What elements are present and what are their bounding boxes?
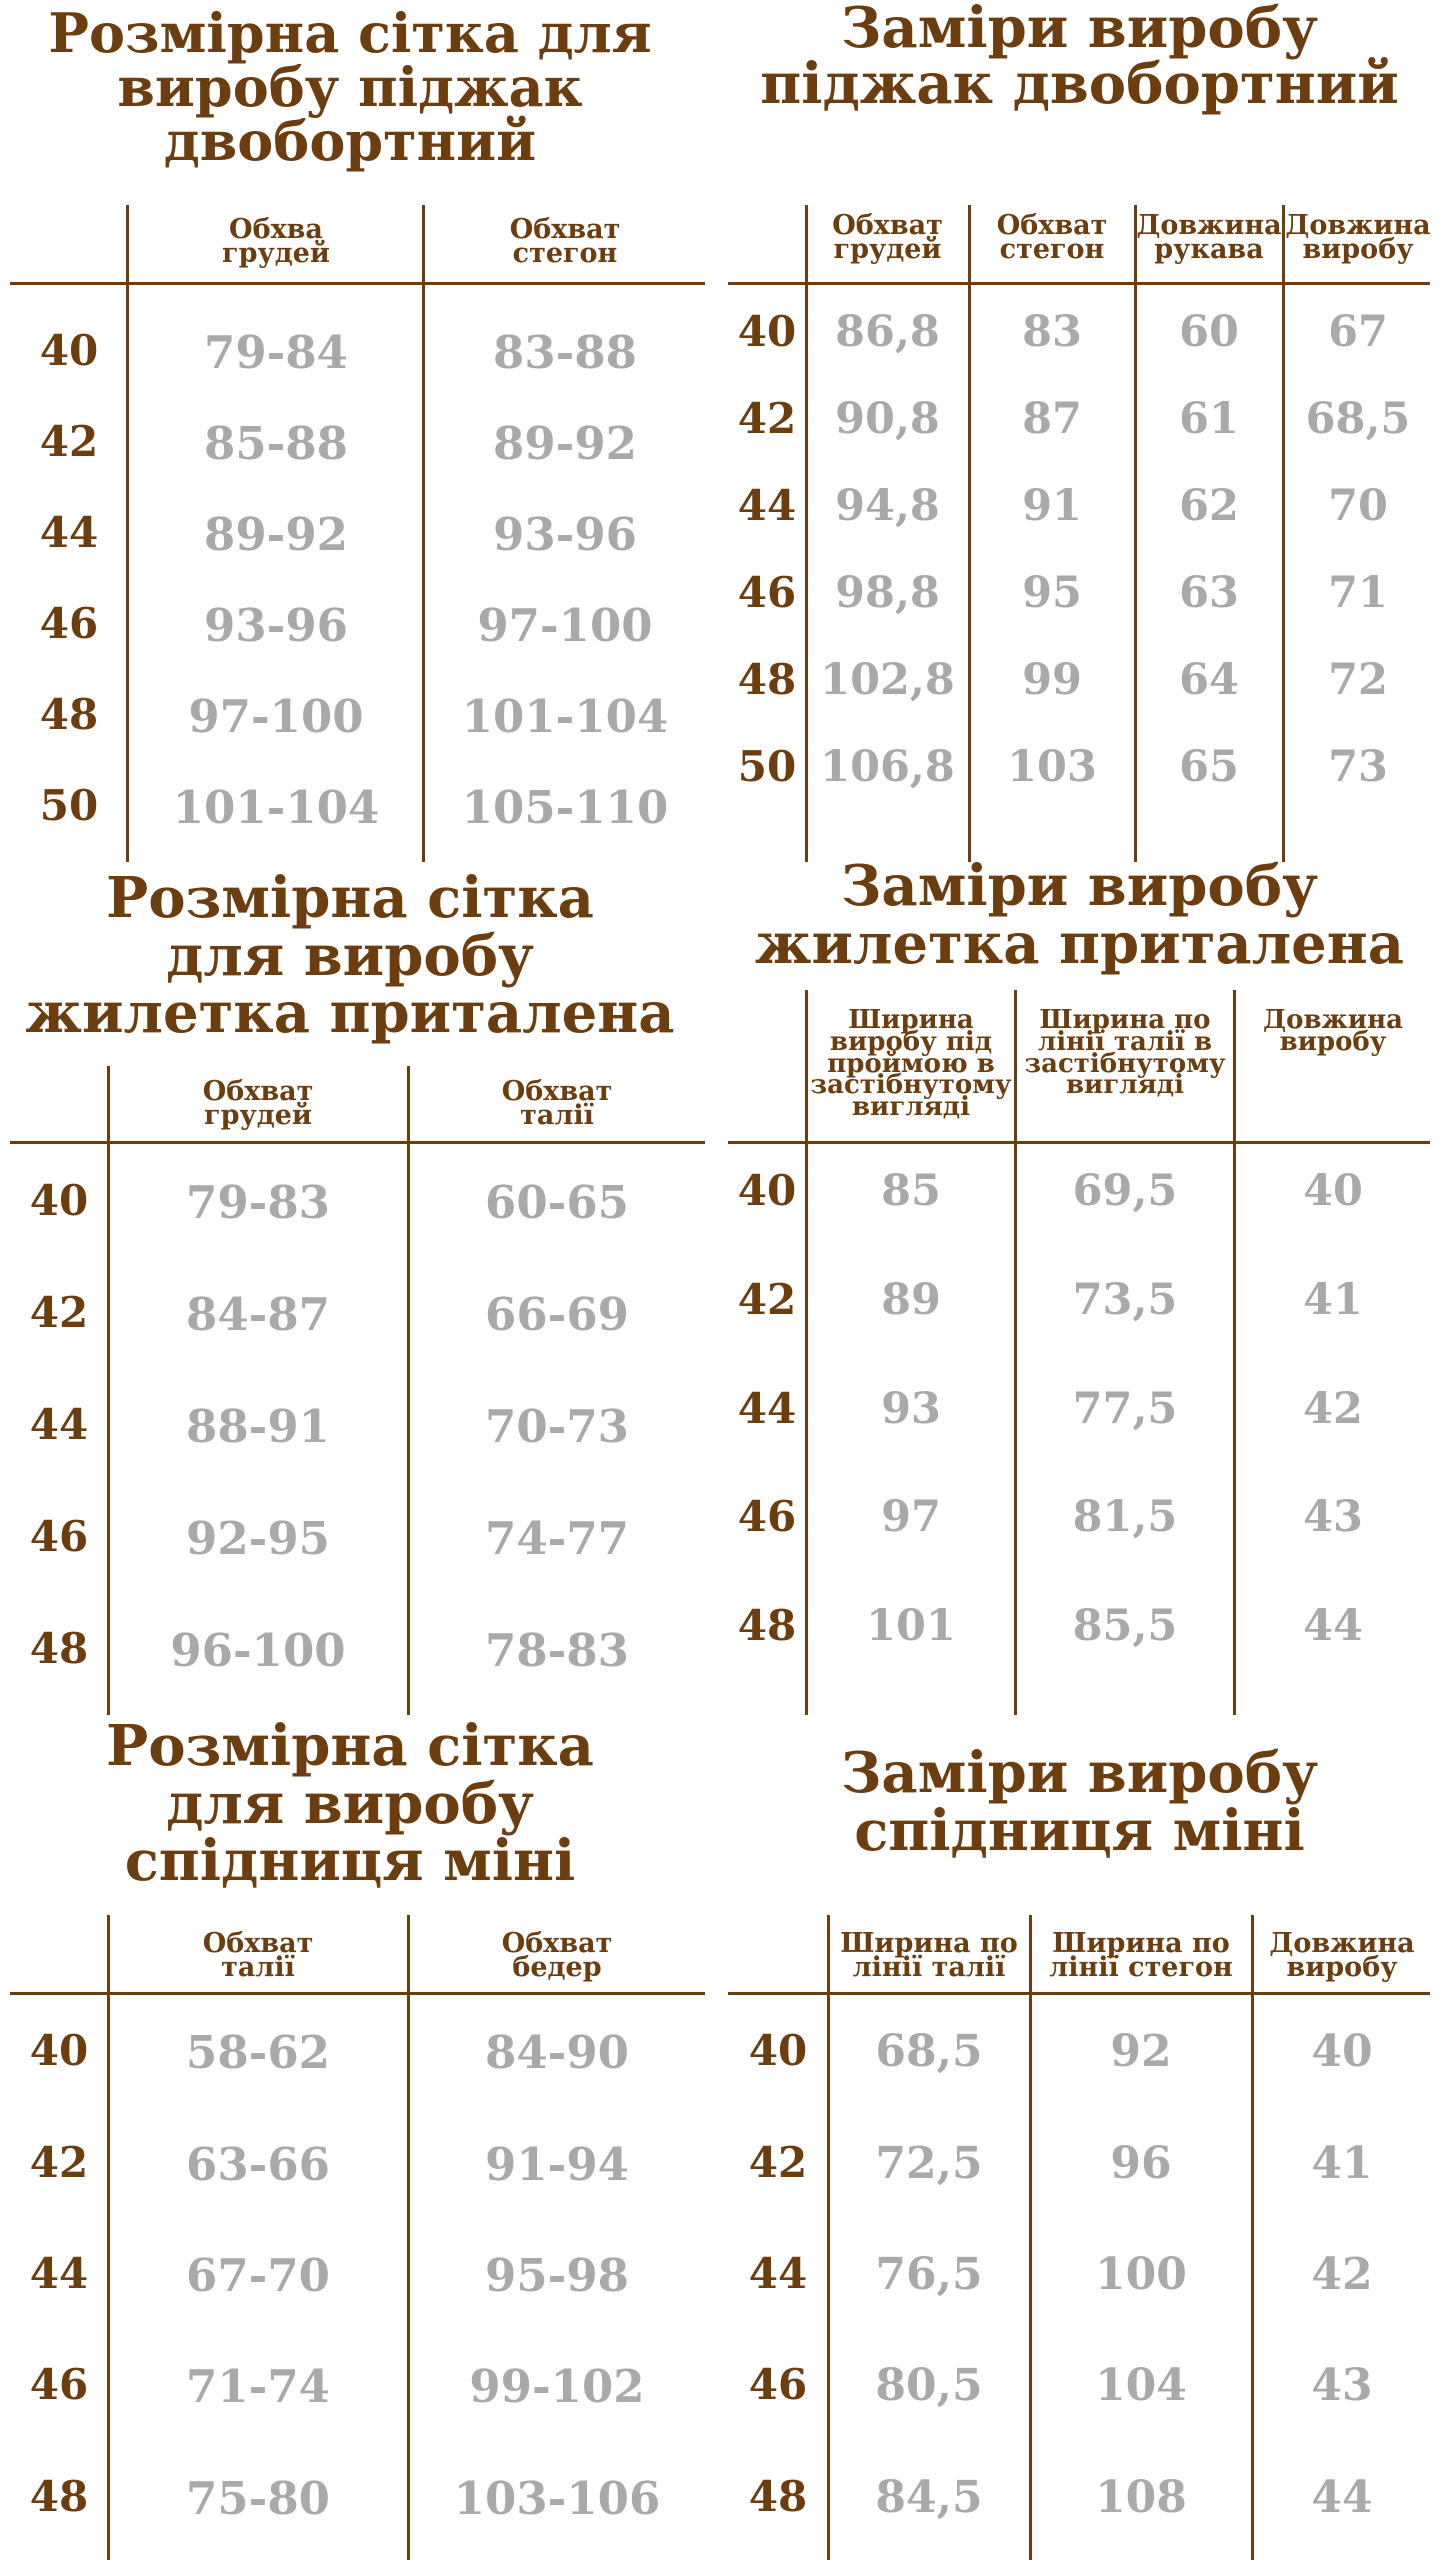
skirt-measurements-size-label: 44 bbox=[748, 2249, 808, 2298]
jacket-measurements-size-label: 48 bbox=[737, 655, 797, 704]
jacket-measurements-value-cell: 95 bbox=[1022, 568, 1082, 618]
jacket-size-chart-value-cell: 93-96 bbox=[493, 508, 637, 561]
vest-size-chart-value-cell: 92-95 bbox=[186, 1512, 330, 1565]
vest-size-chart-value-cell: 79-83 bbox=[186, 1176, 330, 1229]
skirt-measurements-value-cell: 43 bbox=[1311, 2360, 1373, 2411]
jacket-size-chart-size-label: 42 bbox=[39, 417, 99, 466]
skirt-measurements-value-cell: 80,5 bbox=[875, 2360, 983, 2411]
skirt-measurements-value-cell: 41 bbox=[1311, 2138, 1373, 2189]
skirt-size-chart-column-header: Обхват талії bbox=[202, 1928, 314, 1984]
jacket-measurements-column-header: Довжина рукава bbox=[1136, 210, 1282, 266]
skirt-size-chart-value-cell: 67-70 bbox=[186, 2249, 330, 2302]
vest-measurements-value-cell: 97 bbox=[881, 1492, 941, 1542]
skirt-size-chart-value-cell: 103-106 bbox=[453, 2472, 661, 2525]
jacket-measurements-value-cell: 60 bbox=[1179, 307, 1239, 357]
jacket-measurements-size-label: 40 bbox=[737, 307, 797, 356]
skirt-measurements-value-cell: 44 bbox=[1311, 2472, 1373, 2523]
vest-measurements-value-cell: 40 bbox=[1303, 1166, 1363, 1216]
vest-size-chart-size-label: 42 bbox=[29, 1288, 89, 1337]
skirt-size-chart-value-cell: 84-90 bbox=[485, 2026, 629, 2079]
skirt-size-chart-value-cell: 71-74 bbox=[186, 2360, 330, 2413]
jacket-measurements-value-cell: 67 bbox=[1328, 307, 1388, 357]
jacket-measurements-value-cell: 65 bbox=[1179, 742, 1239, 792]
jacket-size-chart-value-cell: 97-100 bbox=[188, 690, 364, 743]
skirt-measurements-value-cell: 84,5 bbox=[875, 2472, 983, 2523]
jacket-measurements-value-cell: 87 bbox=[1022, 394, 1082, 444]
jacket-size-chart-size-label: 48 bbox=[39, 690, 99, 739]
skirt-size-chart-value-cell: 99-102 bbox=[469, 2360, 645, 2413]
skirt-size-chart-size-label: 40 bbox=[29, 2026, 89, 2075]
skirt-measurements-value-cell: 108 bbox=[1095, 2472, 1187, 2523]
vest-size-chart-value-cell: 78-83 bbox=[485, 1624, 629, 1677]
skirt-measurements-value-cell: 100 bbox=[1095, 2249, 1187, 2300]
skirt-measurements-value-cell: 104 bbox=[1095, 2360, 1187, 2411]
skirt-size-chart-title: Розмірна сітка для виробу спідниця міні bbox=[106, 1713, 594, 1895]
skirt-size-chart-size-label: 46 bbox=[29, 2360, 89, 2409]
jacket-size-chart-value-cell: 97-100 bbox=[477, 599, 653, 652]
skirt-measurements-size-label: 48 bbox=[748, 2472, 808, 2521]
jacket-size-chart-size-label: 50 bbox=[39, 781, 99, 830]
vest-measurements-value-cell: 43 bbox=[1303, 1492, 1363, 1542]
jacket-measurements-size-label: 42 bbox=[737, 394, 797, 443]
skirt-measurements-column-divider bbox=[827, 1915, 830, 2560]
jacket-size-chart-value-cell: 89-92 bbox=[493, 417, 637, 470]
jacket-measurements-value-cell: 99 bbox=[1022, 655, 1082, 705]
jacket-measurements-value-cell: 91 bbox=[1022, 481, 1082, 531]
jacket-size-chart-value-cell: 79-84 bbox=[204, 326, 348, 379]
jacket-measurements-size-label: 50 bbox=[737, 742, 797, 791]
vest-size-chart-size-label: 48 bbox=[29, 1624, 89, 1673]
jacket-size-chart-size-label: 40 bbox=[39, 326, 99, 375]
jacket-measurements-value-cell: 86,8 bbox=[835, 307, 940, 357]
jacket-measurements-value-cell: 62 bbox=[1179, 481, 1239, 531]
jacket-size-chart-value-cell: 93-96 bbox=[204, 599, 348, 652]
jacket-size-chart-column-header: Обхват стегон bbox=[509, 214, 621, 270]
vest-size-chart-size-label: 40 bbox=[29, 1176, 89, 1225]
jacket-size-chart-size-label: 44 bbox=[39, 508, 99, 557]
jacket-measurements-column-header: Обхват стегон bbox=[996, 210, 1108, 266]
vest-measurements-value-cell: 101 bbox=[866, 1601, 956, 1651]
jacket-measurements-value-cell: 83 bbox=[1022, 307, 1082, 357]
jacket-measurements-value-cell: 98,8 bbox=[835, 568, 940, 618]
skirt-size-chart-size-label: 42 bbox=[29, 2138, 89, 2187]
vest-size-chart-title: Розмірна сітка для виробу жилетка приталена bbox=[25, 865, 675, 1047]
vest-size-chart-value-cell: 60-65 bbox=[485, 1176, 629, 1229]
vest-size-chart-size-label: 46 bbox=[29, 1512, 89, 1561]
vest-size-chart-value-cell: 88-91 bbox=[186, 1400, 330, 1453]
vest-size-chart-size-label: 44 bbox=[29, 1400, 89, 1449]
vest-measurements-value-cell: 73,5 bbox=[1072, 1275, 1178, 1325]
jacket-measurements-value-cell: 94,8 bbox=[835, 481, 940, 531]
jacket-size-chart-column-header: Обхва грудей bbox=[222, 214, 330, 270]
jacket-size-chart-value-cell: 101-104 bbox=[461, 690, 669, 743]
skirt-size-chart-value-cell: 91-94 bbox=[485, 2138, 629, 2191]
jacket-measurements-column-header: Довжина виробу bbox=[1285, 210, 1431, 266]
skirt-measurements-size-label: 42 bbox=[748, 2138, 808, 2187]
vest-measurements-value-cell: 69,5 bbox=[1072, 1166, 1178, 1216]
skirt-size-chart-column-header: Обхват бедер bbox=[501, 1928, 613, 1984]
vest-measurements-value-cell: 42 bbox=[1303, 1384, 1363, 1434]
jacket-size-chart-title: Розмірна сітка для виробу піджак двобортний bbox=[48, 1, 652, 173]
skirt-size-chart-size-label: 44 bbox=[29, 2249, 89, 2298]
jacket-measurements-value-cell: 70 bbox=[1328, 481, 1388, 531]
jacket-size-chart-size-label: 46 bbox=[39, 599, 99, 648]
vest-size-chart-value-cell: 96-100 bbox=[170, 1624, 346, 1677]
skirt-measurements-value-cell: 40 bbox=[1311, 2026, 1373, 2077]
skirt-measurements-column-header: Ширина по лінії стегон bbox=[1049, 1928, 1233, 1984]
jacket-measurements-column-header: Обхват грудей bbox=[832, 210, 943, 266]
jacket-measurements-value-cell: 102,8 bbox=[820, 655, 955, 705]
jacket-measurements-value-cell: 64 bbox=[1179, 655, 1239, 705]
skirt-size-chart-size-label: 48 bbox=[29, 2472, 89, 2521]
skirt-measurements-size-label: 40 bbox=[748, 2026, 808, 2075]
vest-measurements-column-header: Ширина виробу під проймою в застібнутому вигляді bbox=[810, 1005, 1012, 1123]
vest-measurements-column-header: Ширина по лінії талії в застібнутому вигляді bbox=[1024, 1005, 1226, 1101]
vest-measurements-size-label: 48 bbox=[737, 1601, 797, 1650]
jacket-measurements-value-cell: 63 bbox=[1179, 568, 1239, 618]
vest-measurements-value-cell: 81,5 bbox=[1072, 1492, 1178, 1542]
vest-measurements-size-label: 46 bbox=[737, 1492, 797, 1541]
skirt-measurements-header-rule bbox=[728, 1992, 1430, 1995]
jacket-size-chart-value-cell: 83-88 bbox=[493, 326, 637, 379]
skirt-measurements-value-cell: 92 bbox=[1110, 2026, 1172, 2077]
jacket-measurements-value-cell: 71 bbox=[1328, 568, 1388, 618]
skirt-measurements-size-label: 46 bbox=[748, 2360, 808, 2409]
jacket-measurements-size-label: 44 bbox=[737, 481, 797, 530]
jacket-size-chart-value-cell: 85-88 bbox=[204, 417, 348, 470]
skirt-measurements-value-cell: 42 bbox=[1311, 2249, 1373, 2300]
skirt-size-chart-value-cell: 95-98 bbox=[485, 2249, 629, 2302]
vest-measurements-title: Заміри виробу жилетка приталена bbox=[754, 853, 1405, 977]
vest-size-chart-column-header: Обхват грудей bbox=[202, 1076, 314, 1132]
vest-size-chart-value-cell: 66-69 bbox=[485, 1288, 629, 1341]
skirt-measurements-value-cell: 76,5 bbox=[875, 2249, 983, 2300]
skirt-measurements-column-divider bbox=[1251, 1915, 1254, 2560]
vest-size-chart-column-header: Обхват талії bbox=[501, 1076, 613, 1132]
vest-measurements-value-cell: 93 bbox=[881, 1384, 941, 1434]
skirt-size-chart-value-cell: 63-66 bbox=[186, 2138, 330, 2191]
skirt-measurements-column-header: Ширина по лінії талії bbox=[840, 1928, 1018, 1984]
skirt-measurements-value-cell: 68,5 bbox=[875, 2026, 983, 2077]
skirt-measurements-value-cell: 96 bbox=[1110, 2138, 1172, 2189]
skirt-size-chart-value-cell: 75-80 bbox=[186, 2472, 330, 2525]
jacket-measurements-value-cell: 68,5 bbox=[1305, 394, 1411, 444]
vest-measurements-size-label: 44 bbox=[737, 1384, 797, 1433]
vest-measurements-value-cell: 77,5 bbox=[1072, 1384, 1178, 1434]
jacket-measurements-value-cell: 106,8 bbox=[820, 742, 955, 792]
jacket-size-chart-value-cell: 89-92 bbox=[204, 508, 348, 561]
vest-measurements-size-label: 42 bbox=[737, 1275, 797, 1324]
vest-measurements-column-header: Довжина виробу bbox=[1263, 1005, 1403, 1057]
jacket-measurements-value-cell: 73 bbox=[1328, 742, 1388, 792]
vest-measurements-value-cell: 85,5 bbox=[1072, 1601, 1178, 1651]
vest-measurements-value-cell: 89 bbox=[881, 1275, 941, 1325]
skirt-measurements-column-divider bbox=[1029, 1915, 1032, 2560]
jacket-measurements-value-cell: 103 bbox=[1007, 742, 1097, 792]
skirt-measurements-title: Заміри виробу спідниця міні bbox=[841, 1740, 1318, 1864]
jacket-measurements-value-cell: 90,8 bbox=[835, 394, 940, 444]
jacket-measurements-size-label: 46 bbox=[737, 568, 797, 617]
jacket-size-chart-value-cell: 105-110 bbox=[461, 781, 669, 834]
vest-measurements-value-cell: 85 bbox=[881, 1166, 941, 1216]
jacket-measurements-title: Заміри виробу піджак двобортний bbox=[760, 0, 1399, 117]
vest-measurements-size-label: 40 bbox=[737, 1166, 797, 1215]
vest-size-chart-value-cell: 84-87 bbox=[186, 1288, 330, 1341]
skirt-measurements-column-header: Довжина виробу bbox=[1269, 1928, 1415, 1984]
vest-size-chart-value-cell: 74-77 bbox=[485, 1512, 629, 1565]
vest-size-chart-value-cell: 70-73 bbox=[485, 1400, 629, 1453]
vest-measurements-value-cell: 44 bbox=[1303, 1601, 1363, 1651]
jacket-measurements-value-cell: 61 bbox=[1179, 394, 1239, 444]
vest-measurements-value-cell: 41 bbox=[1303, 1275, 1363, 1325]
jacket-size-chart-value-cell: 101-104 bbox=[172, 781, 380, 834]
skirt-size-chart-value-cell: 58-62 bbox=[186, 2026, 330, 2079]
skirt-measurements-value-cell: 72,5 bbox=[875, 2138, 983, 2189]
jacket-measurements-value-cell: 72 bbox=[1328, 655, 1388, 705]
